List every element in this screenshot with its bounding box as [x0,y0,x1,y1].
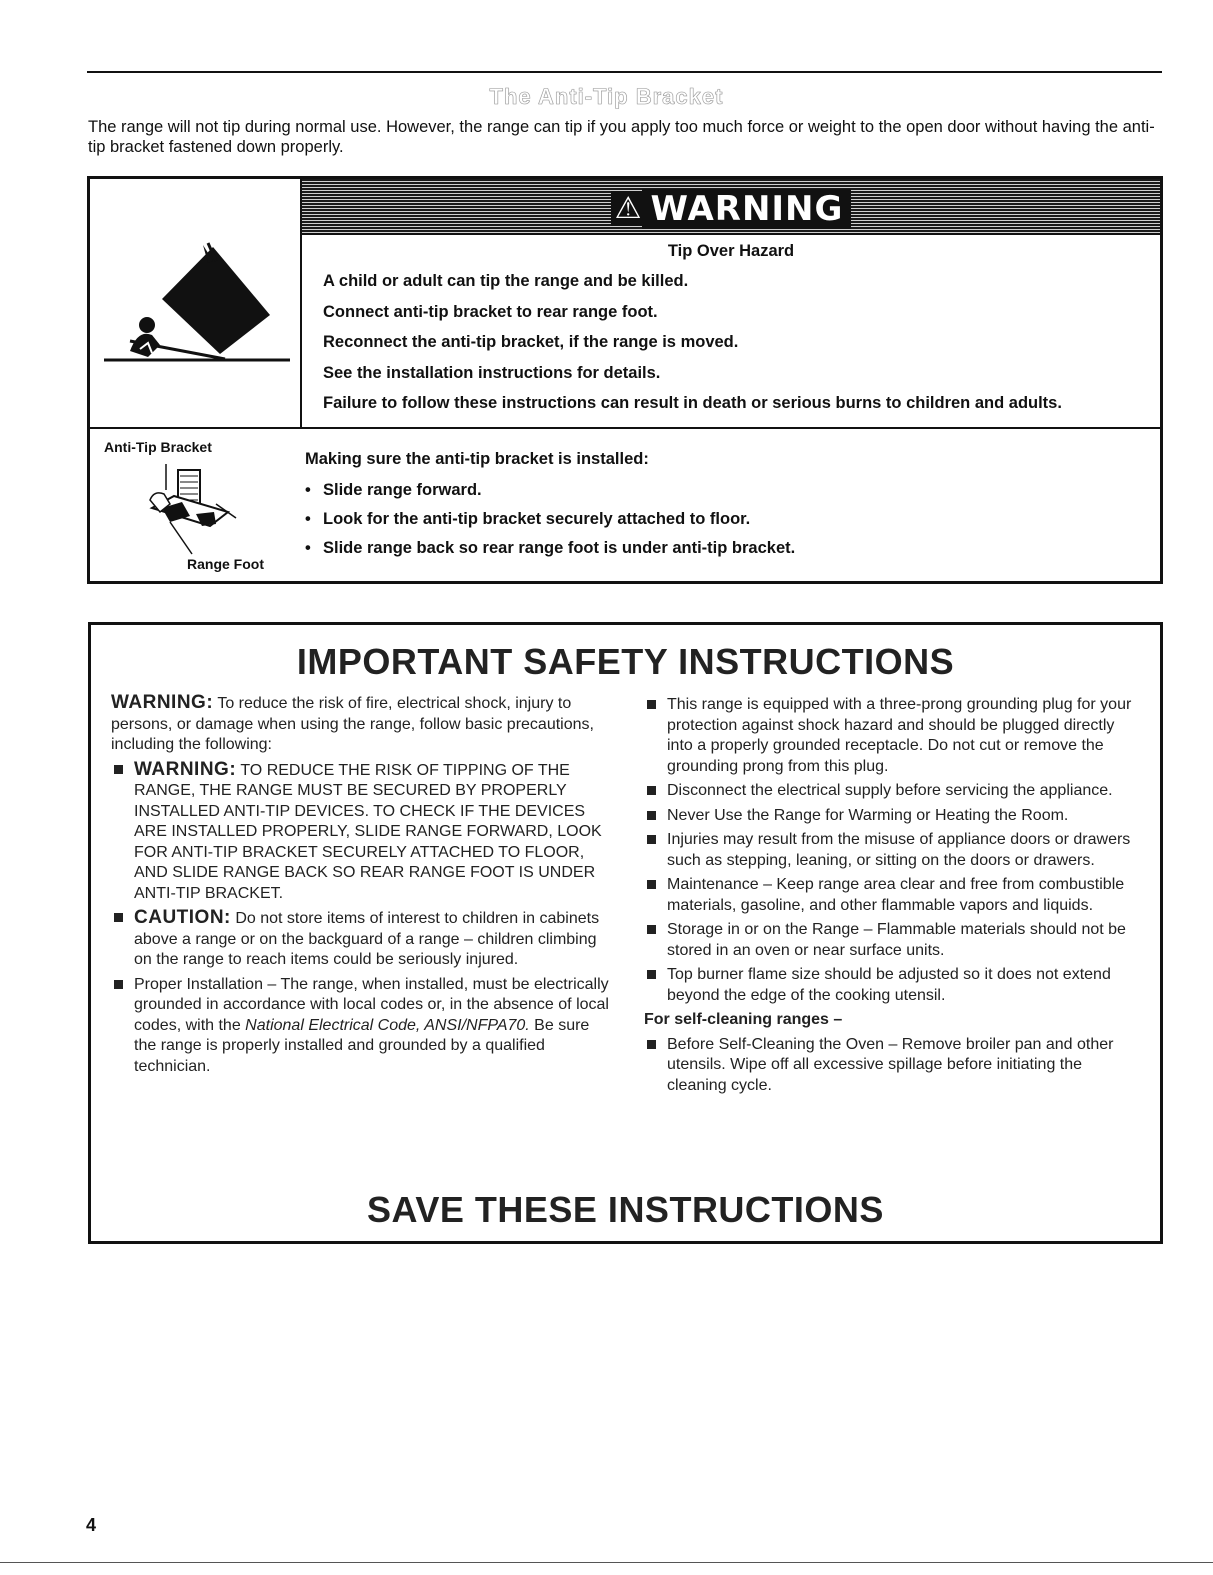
section-title: The Anti-Tip Bracket [489,84,724,109]
safety-item-text: Injuries may result from the misuse of appliance doors or drawers such as stepping, leaning, or sitting on the doors or drawers. [667,831,1131,869]
warning-line: Failure to follow these instructions can result in death or serious burns to children and adults. [323,394,1062,412]
safety-right-column [644,695,1144,1100]
check-list [305,480,795,567]
top-rule [87,71,1162,73]
square-bullet-icon [647,811,656,820]
warning-banner [302,179,1160,235]
tip-over-graphic [100,229,290,369]
square-bullet-icon [647,970,656,979]
warning-line: A child or adult can tip the range and be killed. [323,272,689,290]
safety-instructions-box [88,622,1163,1244]
safety-item-text: Never Use the Range for Warming or Heating the Room. [667,806,1069,824]
safety-item-text: Storage in or on the Range – Flammable materials should not be stored in an oven or near surface units. [667,921,1126,959]
installation-text: Proper Installation – The range, when installed, must be electrically grounded in accordance with local codes or, in the absence of local codes, with the [134,975,609,1034]
electrical-code-reference: National Electrical Code, ANSI/NFPA70. [245,1016,530,1034]
check-item-text: Slide range back so rear range foot is under anti-tip bracket. [323,539,796,557]
self-cleaning-heading: For self-cleaning ranges – [644,1011,843,1028]
anti-tip-bracket-label: Anti-Tip Bracket [104,439,212,455]
safety-item-text: Maintenance – Keep range area clear and free from combustible materials, gasoline, and other flammable vapors and liquids. [667,876,1125,914]
check-item [305,538,795,567]
square-bullet-icon [647,925,656,934]
check-item-text: Look for the anti-tip bracket securely attached to floor. [323,510,751,528]
safety-item [644,806,1144,827]
warning-lines [323,271,1062,424]
safety-item [644,830,1144,871]
tip-over-illustration [90,179,302,427]
safety-left-column [111,693,611,1081]
safety-intro [111,693,611,756]
safety-intro-text: To reduce the risk of fire, electrical shock, injury to persons, or damage when using the range, follow basic precautions, including the following: [111,695,594,753]
square-bullet-icon [647,1040,656,1049]
square-bullet-icon [647,700,656,709]
check-item [305,509,795,538]
safety-title: IMPORTANT SAFETY INSTRUCTIONS [296,641,955,682]
warning-keyword: WARNING: [111,692,214,713]
warning-signal-word: WARNING [642,189,851,229]
square-bullet-icon [114,765,123,774]
check-item [305,480,795,509]
intro-paragraph: The range will not tip during normal use. However, the range can tip if you apply too much force or weight to the open door without having the anti-tip bracket fastened down properly. [88,118,1155,156]
bullet-icon: • [305,481,311,499]
check-item-text: Slide range forward. [323,481,482,499]
caution-item [111,908,611,971]
safety-item [644,875,1144,916]
caution-text: Do not store items of interest to children in cabinets above a range or on the backguard of a range – children climbing on the range to reach items could be seriously injured. [134,910,600,968]
safety-item [644,781,1144,802]
safety-item [644,920,1144,961]
safety-item-text: Disconnect the electrical supply before servicing the appliance. [667,782,1113,799]
installation-item [111,975,611,1078]
caution-keyword: CAUTION: [134,907,231,928]
installation-text-end: Be sure the range is properly installed and grounded by a qualified technician. [134,1016,590,1075]
warning-line: Connect anti-tip bracket to rear range foot. [323,302,658,321]
safety-item [644,695,1144,777]
warning-signal [302,189,1160,229]
tip-warning-text: TO REDUCE THE RISK OF TIPPING OF THE RANGE, THE RANGE MUST BE SECURED BY PROPERLY INSTALLED ANTI-TIP DEVICES. TO CHECK IF THE DEVICES ARE INSTALLED PROPERLY, SLIDE RANGE FORWARD, LOOK FOR ANTI-TIP BRACKET SECURELY ATTACHED TO FLOOR, AND SLIDE RANGE BACK SO REAR RANGE FOOT IS UNDER ANTI-TIP BRACKET. [134,761,602,902]
tip-warning-item [111,760,611,905]
safety-item-text: Top burner flame size should be adjusted so it does not extend beyond the edge of the cooking utensil. [667,966,1111,1004]
square-bullet-icon [114,980,123,989]
square-bullet-icon [647,786,656,795]
safety-item [644,965,1144,1006]
bullet-icon: • [305,539,311,557]
anti-tip-bracket-illustration [140,456,270,556]
warning-box [87,176,1163,584]
bottom-rule [0,1562,1213,1563]
range-foot-label: Range Foot [187,556,264,572]
square-bullet-icon [647,835,656,844]
bullet-icon: • [305,510,311,528]
page-number: 4 [86,1515,97,1535]
warning-line: Reconnect the anti-tip bracket, if the range is moved. [323,333,739,351]
warning-line: See the installation instructions for details. [323,363,661,382]
warning-divider [90,427,1160,429]
warning-keyword: WARNING: [134,758,237,780]
square-bullet-icon [114,913,123,922]
warning-triangle-icon: ⚠ [611,191,643,226]
self-cleaning-item [644,1035,1144,1097]
safety-item-text: This range is equipped with a three-prong grounding plug for your protection against shock hazard and should be plugged directly into a properly grounded receptacle. Do not cut or remove the grounding prong from this plug. [667,696,1132,775]
check-title: Making sure the anti-tip bracket is installed: [305,450,649,468]
save-instructions-title: SAVE THESE INSTRUCTIONS [367,1189,884,1230]
self-cleaning-text: Before Self-Cleaning the Oven – Remove broiler pan and other utensils. Wipe off all excessive spillage before initiating the cleaning cycle. [667,1035,1114,1094]
square-bullet-icon [647,880,656,889]
warning-heading: Tip Over Hazard [667,242,795,260]
